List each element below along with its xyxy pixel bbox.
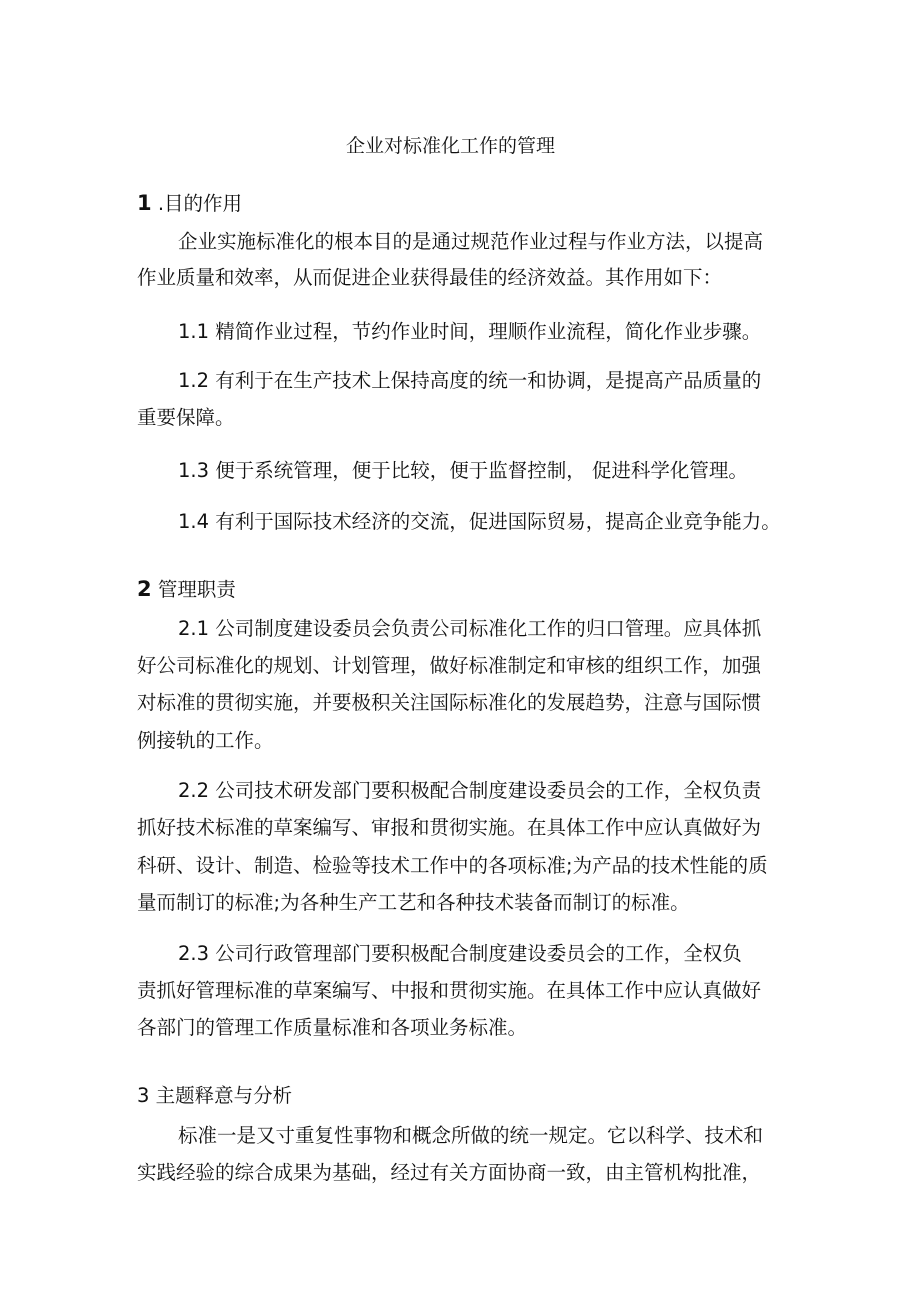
paragraph-line: 2.1 公司制度建设委员会负责公司标准化工作的归口管理。应具体抓 [178, 617, 762, 640]
paragraph-line: 企业实施标准化的根本目的是通过规范作业过程与作业方法，以提高 [178, 230, 764, 253]
paragraph-line: 1.1 精简作业过程，节约作业时间，理顺作业流程，简化作业步骤。 [178, 320, 762, 343]
section-number: 2 [137, 577, 152, 601]
paragraph-line: 标准一是又寸重复性事物和概念所做的统一规定。它以科学、技术和 [178, 1124, 764, 1147]
paragraph-line: 量而制订的标准;为各种生产工艺和各种技术装备而制订的标准。 [137, 891, 690, 914]
paragraph-line: 1.3 便于系统管理，便于比较，便于监督控制， 促进科学化管理。 [178, 459, 748, 482]
section-number: 1 [137, 191, 152, 215]
paragraph-line: 例接轨的工作。 [137, 729, 274, 752]
paragraph-line: 对标准的贯彻实施，并要极积关注国际标准化的发展趋势，注意与国际惯 [137, 691, 762, 714]
section-title: .目的作用 [151, 192, 243, 215]
paragraph-line: 1.2 有利于在生产技术上保持高度的统一和协调，是提高产品质量的 [178, 369, 762, 392]
paragraph-line: 1.4 有利于国际技术经济的交流，促进国际贸易，提高企业竞争能力。 [178, 510, 781, 533]
paragraph-line: 实践经验的综合成果为基础，经过有关方面协商一致，由主管机构批准， [137, 1161, 762, 1184]
paragraph-line: 责抓好管理标准的草案编写、中报和贯彻实施。在具体工作中应认真做好 [137, 979, 762, 1002]
paragraph-line: 好公司标准化的规划、计划管理，做好标准制定和审核的组织工作，加强 [137, 654, 762, 677]
paragraph-line: 作业质量和效率，从而促进企业获得最佳的经济效益。其作用如下： [137, 266, 723, 289]
paragraph-line: 2.3 公司行政管理部门要积极配合制度建设委员会的工作，全权负 [178, 942, 742, 965]
paragraph-line: 2.2 公司技术研发部门要积极配合制度建设委员会的工作，全权负责 [178, 779, 762, 802]
paragraph-line: 各部门的管理工作质量标准和各项业务标准。 [137, 1016, 528, 1039]
section-3-heading: 3 主题释意与分析 [137, 1084, 293, 1107]
section-2-heading [137, 579, 236, 600]
section-1-heading [137, 193, 242, 214]
paragraph-line: 重要保障。 [137, 406, 235, 429]
page-title: 企业对标准化工作的管理 [346, 135, 556, 157]
section-title: 管理职责 [151, 578, 236, 601]
paragraph-line: 科研、设计、制造、检验等技术工作中的各项标准;为产品的技术性能的质 [137, 854, 768, 877]
paragraph-line: 抓好技术标准的草案编写、审报和贯彻实施。在具体工作中应认真做好为 [137, 816, 762, 839]
